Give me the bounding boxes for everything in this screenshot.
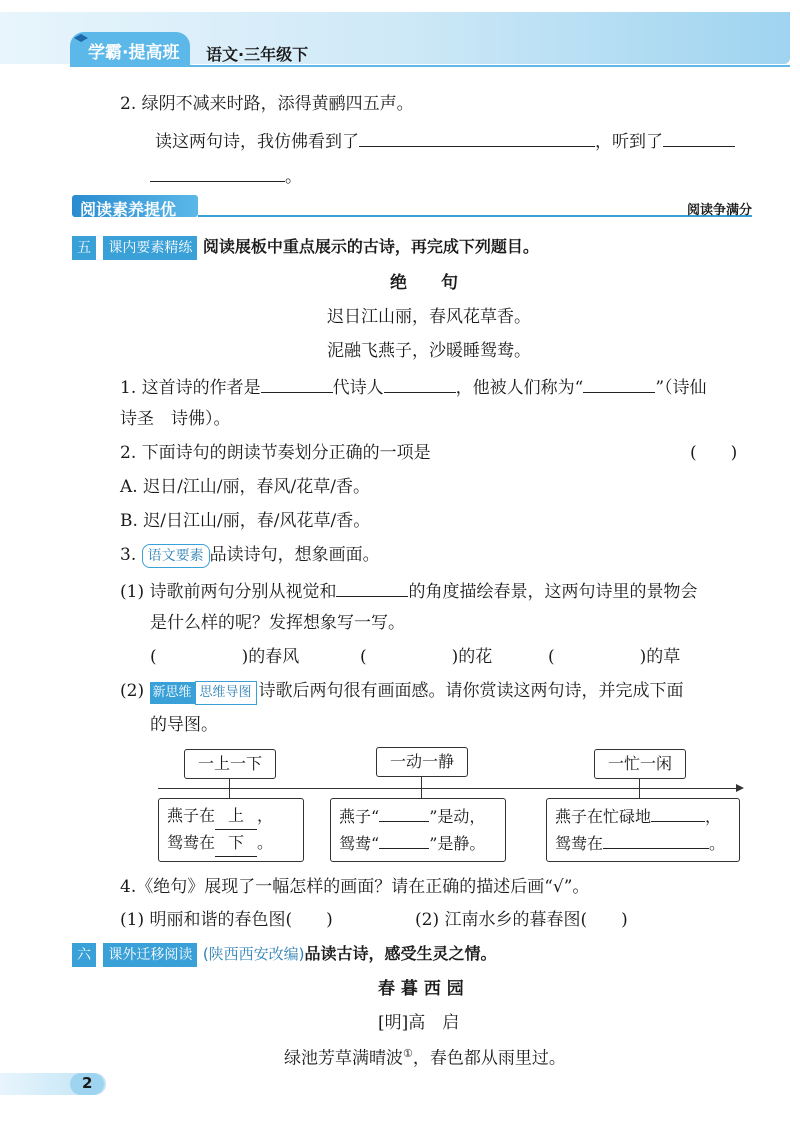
map-head-1-label: 一上一下 xyxy=(197,754,262,773)
connector xyxy=(639,778,640,798)
map-cell-2-text-2: 鸳鸯“ xyxy=(339,834,380,853)
q4-option-1[interactable]: (1) 明丽和谐的春色图( ) xyxy=(120,910,333,930)
q3-tag: 语文要素 xyxy=(142,544,210,568)
q-prev-end: 。 xyxy=(285,167,302,187)
map-head-2-label: 一动一静 xyxy=(389,752,454,771)
answer-blank[interactable] xyxy=(384,374,456,393)
q1-line1 xyxy=(120,374,707,399)
part6-instruction: 品读古诗，感受生灵之情。 xyxy=(304,944,497,963)
answer-blank[interactable] xyxy=(663,128,735,147)
q1-line2: 诗圣 诗佛）。 xyxy=(120,409,231,429)
answer-blank[interactable] xyxy=(651,803,705,822)
part6-author: [明]高 启 xyxy=(378,1013,460,1033)
map-cell-1-fill-2[interactable]: 下 xyxy=(215,830,257,857)
q1-text-b: 代诗人 xyxy=(332,378,384,398)
part6-poem-title: 春 暮 西 园 xyxy=(378,979,464,999)
footnote-marker: ① xyxy=(403,1047,413,1060)
q3-text: 品读诗句，想象画面。 xyxy=(209,545,380,565)
section-banner xyxy=(72,195,752,219)
map-cell-1-text: 燕子在 xyxy=(167,806,216,825)
part6-line-1-text: 绿池芳草满晴波 xyxy=(284,1048,403,1069)
q-prev-text-b: ，听到了 xyxy=(595,132,663,152)
answer-blank[interactable] xyxy=(359,128,595,147)
answer-blank[interactable] xyxy=(336,578,408,597)
q3-1-text-a: (1) 诗歌前两句分别从视觉和 xyxy=(120,582,337,602)
q1-text-c: ，他被人们称为“ xyxy=(455,378,584,398)
part6-header xyxy=(72,943,497,967)
map-cell-3-text: 燕子在忙碌地 xyxy=(555,807,652,826)
part6-source: (陕西西安改编) xyxy=(202,945,305,963)
connector xyxy=(421,776,422,798)
q2-paren[interactable]: ( ) xyxy=(690,443,738,463)
map-cell-2-text-b: ”是动， xyxy=(429,807,486,826)
page-header xyxy=(0,0,800,70)
q-prev-line2 xyxy=(150,163,302,188)
map-head-3 xyxy=(594,749,686,779)
q3-1-line2: 是什么样的呢？发挥想象写一写。 xyxy=(150,613,405,633)
connector xyxy=(229,778,230,798)
answer-blank[interactable] xyxy=(603,830,709,849)
q4-option-2[interactable]: (2) 江南水乡的暮春图( ) xyxy=(415,910,628,930)
mind-map-axis xyxy=(158,788,740,789)
part6-num: 六 xyxy=(72,943,96,967)
map-cell-1-punct-2: 。 xyxy=(257,833,274,852)
map-head-2 xyxy=(376,747,468,777)
map-cell-2-text-2b: ”是静。 xyxy=(429,834,486,853)
answer-blank[interactable] xyxy=(583,374,655,393)
mind-map xyxy=(150,745,750,865)
q2-option-b: B. 迟/日江山/丽，春/风花草/香。 xyxy=(120,511,371,531)
q3-2-line1 xyxy=(120,680,684,705)
map-cell-1-punct: ， xyxy=(257,806,274,825)
map-cell-1 xyxy=(158,798,304,862)
q1-text-a: 1. 这首诗的作者是 xyxy=(120,378,261,398)
answer-blank[interactable] xyxy=(150,163,285,182)
poem-title: 绝 句 xyxy=(390,273,458,293)
q3-1-fill-1[interactable]: ( )的春风 xyxy=(150,647,300,667)
map-head-3-label: 一忙一闲 xyxy=(607,754,672,773)
part6-line-1 xyxy=(284,1043,566,1070)
map-cell-1-text-2: 鸳鸯在 xyxy=(167,833,216,852)
q3-2-tag-new: 新思维 xyxy=(150,682,195,704)
q3-2-tag-map: 思维导图 xyxy=(195,681,257,705)
map-cell-3-punct: ， xyxy=(705,807,722,826)
section-rule xyxy=(198,215,752,217)
map-cell-3-text-2: 鸳鸯在 xyxy=(555,834,604,853)
section-right: 阅读争满分 xyxy=(686,203,752,218)
header-brand: 学霸·提高班 xyxy=(88,43,180,63)
q3-num: 3. xyxy=(120,545,137,565)
map-cell-1-fill[interactable]: 上 xyxy=(215,803,257,830)
q3-2-line2: 的导图。 xyxy=(150,715,218,735)
poem-line-1: 迟日江山丽，春风花草香。 xyxy=(327,307,531,327)
q2-option-a: A. 迟日/江山/丽，春风/花草/香。 xyxy=(120,477,370,497)
q1-text-d: ”（诗仙 xyxy=(655,378,707,398)
q4-line: 4.《绝句》展现了一幅怎样的画面？请在正确的描述后画“√”。 xyxy=(120,877,590,897)
q-prev-title: 2. 绿阴不减来时路，添得黄鹂四五声。 xyxy=(120,94,414,114)
part6-line-1-end: ，春色都从雨里过。 xyxy=(412,1048,566,1069)
q2-line: 2. 下面诗句的朗读节奏划分正确的一项是 xyxy=(120,443,431,463)
arrow-right-icon xyxy=(736,784,744,792)
part5-header xyxy=(72,236,539,260)
part6-tag: 课外迁移阅读 xyxy=(103,943,197,967)
map-cell-3-punct-2: 。 xyxy=(709,834,726,853)
map-cell-2 xyxy=(330,798,506,862)
page-number: 2 xyxy=(82,1074,93,1092)
poem-line-2: 泥融飞燕子，沙暖睡鸳鸯。 xyxy=(327,341,531,361)
q-prev-line1 xyxy=(155,128,735,153)
q3-header xyxy=(120,544,380,568)
map-cell-3 xyxy=(546,798,740,862)
answer-blank[interactable] xyxy=(379,830,429,849)
part5-tag: 课内要素精练 xyxy=(103,236,197,260)
map-cell-2-text: 燕子“ xyxy=(339,807,380,826)
q3-2-num: (2) xyxy=(120,681,145,701)
part5-instruction: 阅读展板中重点展示的古诗，再完成下列题目。 xyxy=(202,237,539,256)
q3-2-text: 诗歌后两句很有画面感。请你赏读这两句诗，并完成下面 xyxy=(258,681,684,701)
q3-1-fill-2[interactable]: ( )的花 xyxy=(360,647,493,667)
q3-1-line1 xyxy=(120,578,697,603)
section-title: 阅读素养提优 xyxy=(80,200,177,219)
part5-num: 五 xyxy=(72,236,96,260)
q3-1-fill-3[interactable]: ( )的草 xyxy=(548,647,681,667)
answer-blank[interactable] xyxy=(379,803,429,822)
answer-blank[interactable] xyxy=(261,374,333,393)
q3-1-text-b: 的角度描绘春景，这两句诗里的景物会 xyxy=(408,582,698,602)
header-underline xyxy=(70,65,790,67)
q-prev-text-a: 读这两句诗，我仿佛看到了 xyxy=(155,132,359,152)
header-subject: 语文·三年级下 xyxy=(206,45,309,64)
map-head-1 xyxy=(184,749,276,779)
